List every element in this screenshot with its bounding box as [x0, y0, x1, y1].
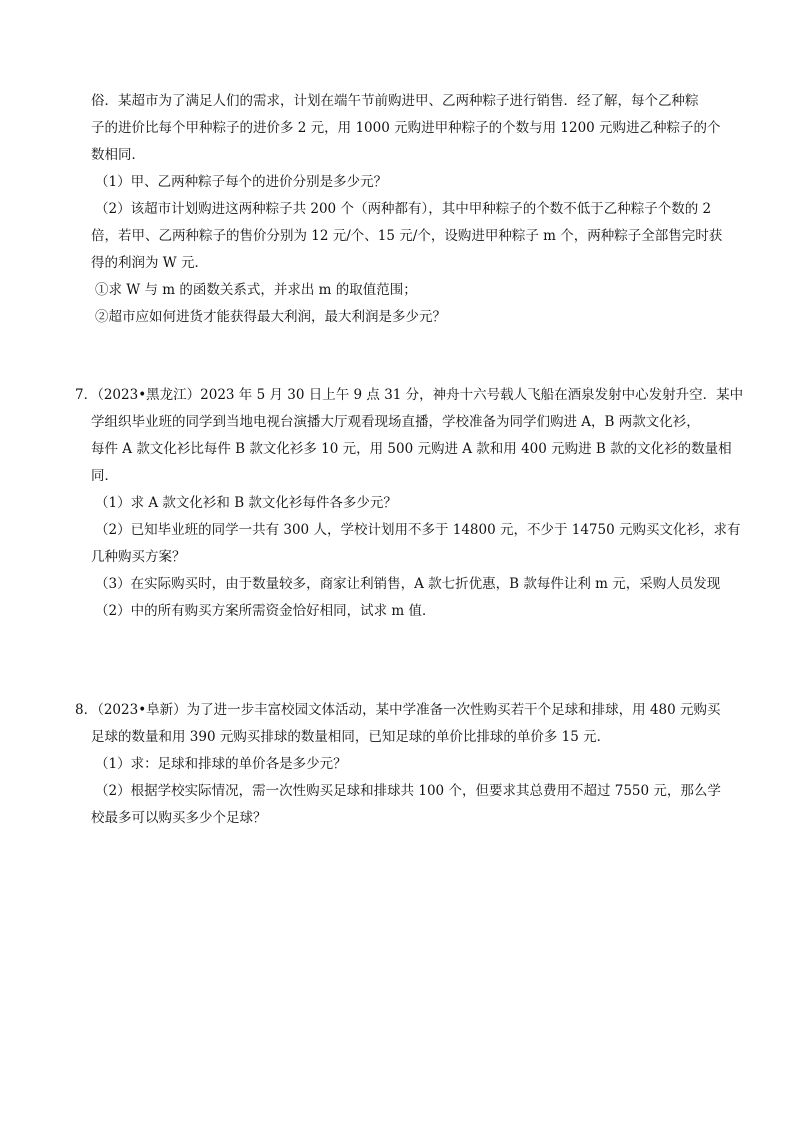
- text-line: 几种购买方案？: [91, 549, 186, 565]
- text-line: 校最多可以购买多少个足球？: [91, 810, 267, 826]
- sub-question-1: （1）求：足球和排球的单价各是多少元？: [95, 756, 347, 772]
- text-line: 得的利润为 W 元．: [91, 255, 208, 271]
- text-line: 倍，若甲、乙两种粽子的售价分别为 12 元/个、15 元/个，设购进甲种粽子 m 个，两种粽子全部售完时获: [91, 228, 723, 244]
- problem-7: [75, 382, 744, 625]
- sub-question-3: （3）在实际购买时，由于数量较多，商家让利销售，A 款七折优惠，B 款每件让利 m 元，采购人员发现: [95, 576, 721, 592]
- question-stem: 8．（2023•阜新）为了进一步丰富校园文体活动，某中学准备一次性购买若干个足球和排球，用 480 元购买: [75, 702, 721, 718]
- problem-8: [75, 697, 721, 832]
- sub-question-1: （1）求 A 款文化衫和 B 款文化衫每件各多少元？: [95, 495, 397, 511]
- text-line: 子的进价比每个甲种粽子的进价多 2 元，用 1000 元购进甲种粽子的个数与用 1200 元购进乙种粽子的个: [91, 120, 721, 136]
- text-line: 数相同．: [91, 147, 145, 163]
- text-line: 学组织毕业班的同学到当地电视台演播大厅观看现场直播，学校准备为同学们购进 A，B 两款文化衫，: [91, 414, 700, 430]
- text-line: 俗．某超市为了满足人们的需求，计划在端午节前购进甲、乙两种粽子进行销售．经了解，每个乙种粽: [91, 93, 699, 109]
- text-line: 每件 A 款文化衫比每件 B 款文化衫多 10 元，用 500 元购进 A 款和用 400 元购进 B 款的文化衫的数量相: [91, 441, 732, 457]
- question-stem: 7．（2023•黑龙江）2023 年 5 月 30 日上午 9 点 31 分，神舟十六号载人飞船在酒泉发射中心发射升空．某中: [75, 387, 744, 403]
- sub-question-1: （1）甲、乙两种粽子每个的进价分别是多少元？: [95, 174, 388, 190]
- text-line: （2）中的所有购买方案所需资金恰好相同，试求 m 值．: [95, 603, 436, 619]
- text-line: 足球的数量和用 390 元购买排球的数量相同，已知足球的单价比排球的单价多 15 元．: [91, 729, 611, 745]
- text-line: 同．: [91, 468, 118, 484]
- problem-6-continued: [91, 88, 721, 331]
- sub-question-2: （2）该超市计划购进这两种粽子共 200 个（两种都有），其中甲种粽子的个数不低于乙种粽子个数的 2: [95, 201, 712, 217]
- sub-question-2: （2）已知毕业班的同学一共有 300 人，学校计划用不多于 14800 元，不少于 14750 元购买文化衫，求有: [95, 522, 741, 538]
- sub-question-2-part-2: ②超市应如何进货才能获得最大利润，最大利润是多少元？: [95, 309, 446, 325]
- sub-question-2-part-1: ①求 W 与 m 的函数关系式，并求出 m 的取值范围；: [95, 282, 417, 298]
- sub-question-2: （2）根据学校实际情况，需一次性购买足球和排球共 100 个，但要求其总费用不超过 7550 元，那么学: [95, 783, 721, 799]
